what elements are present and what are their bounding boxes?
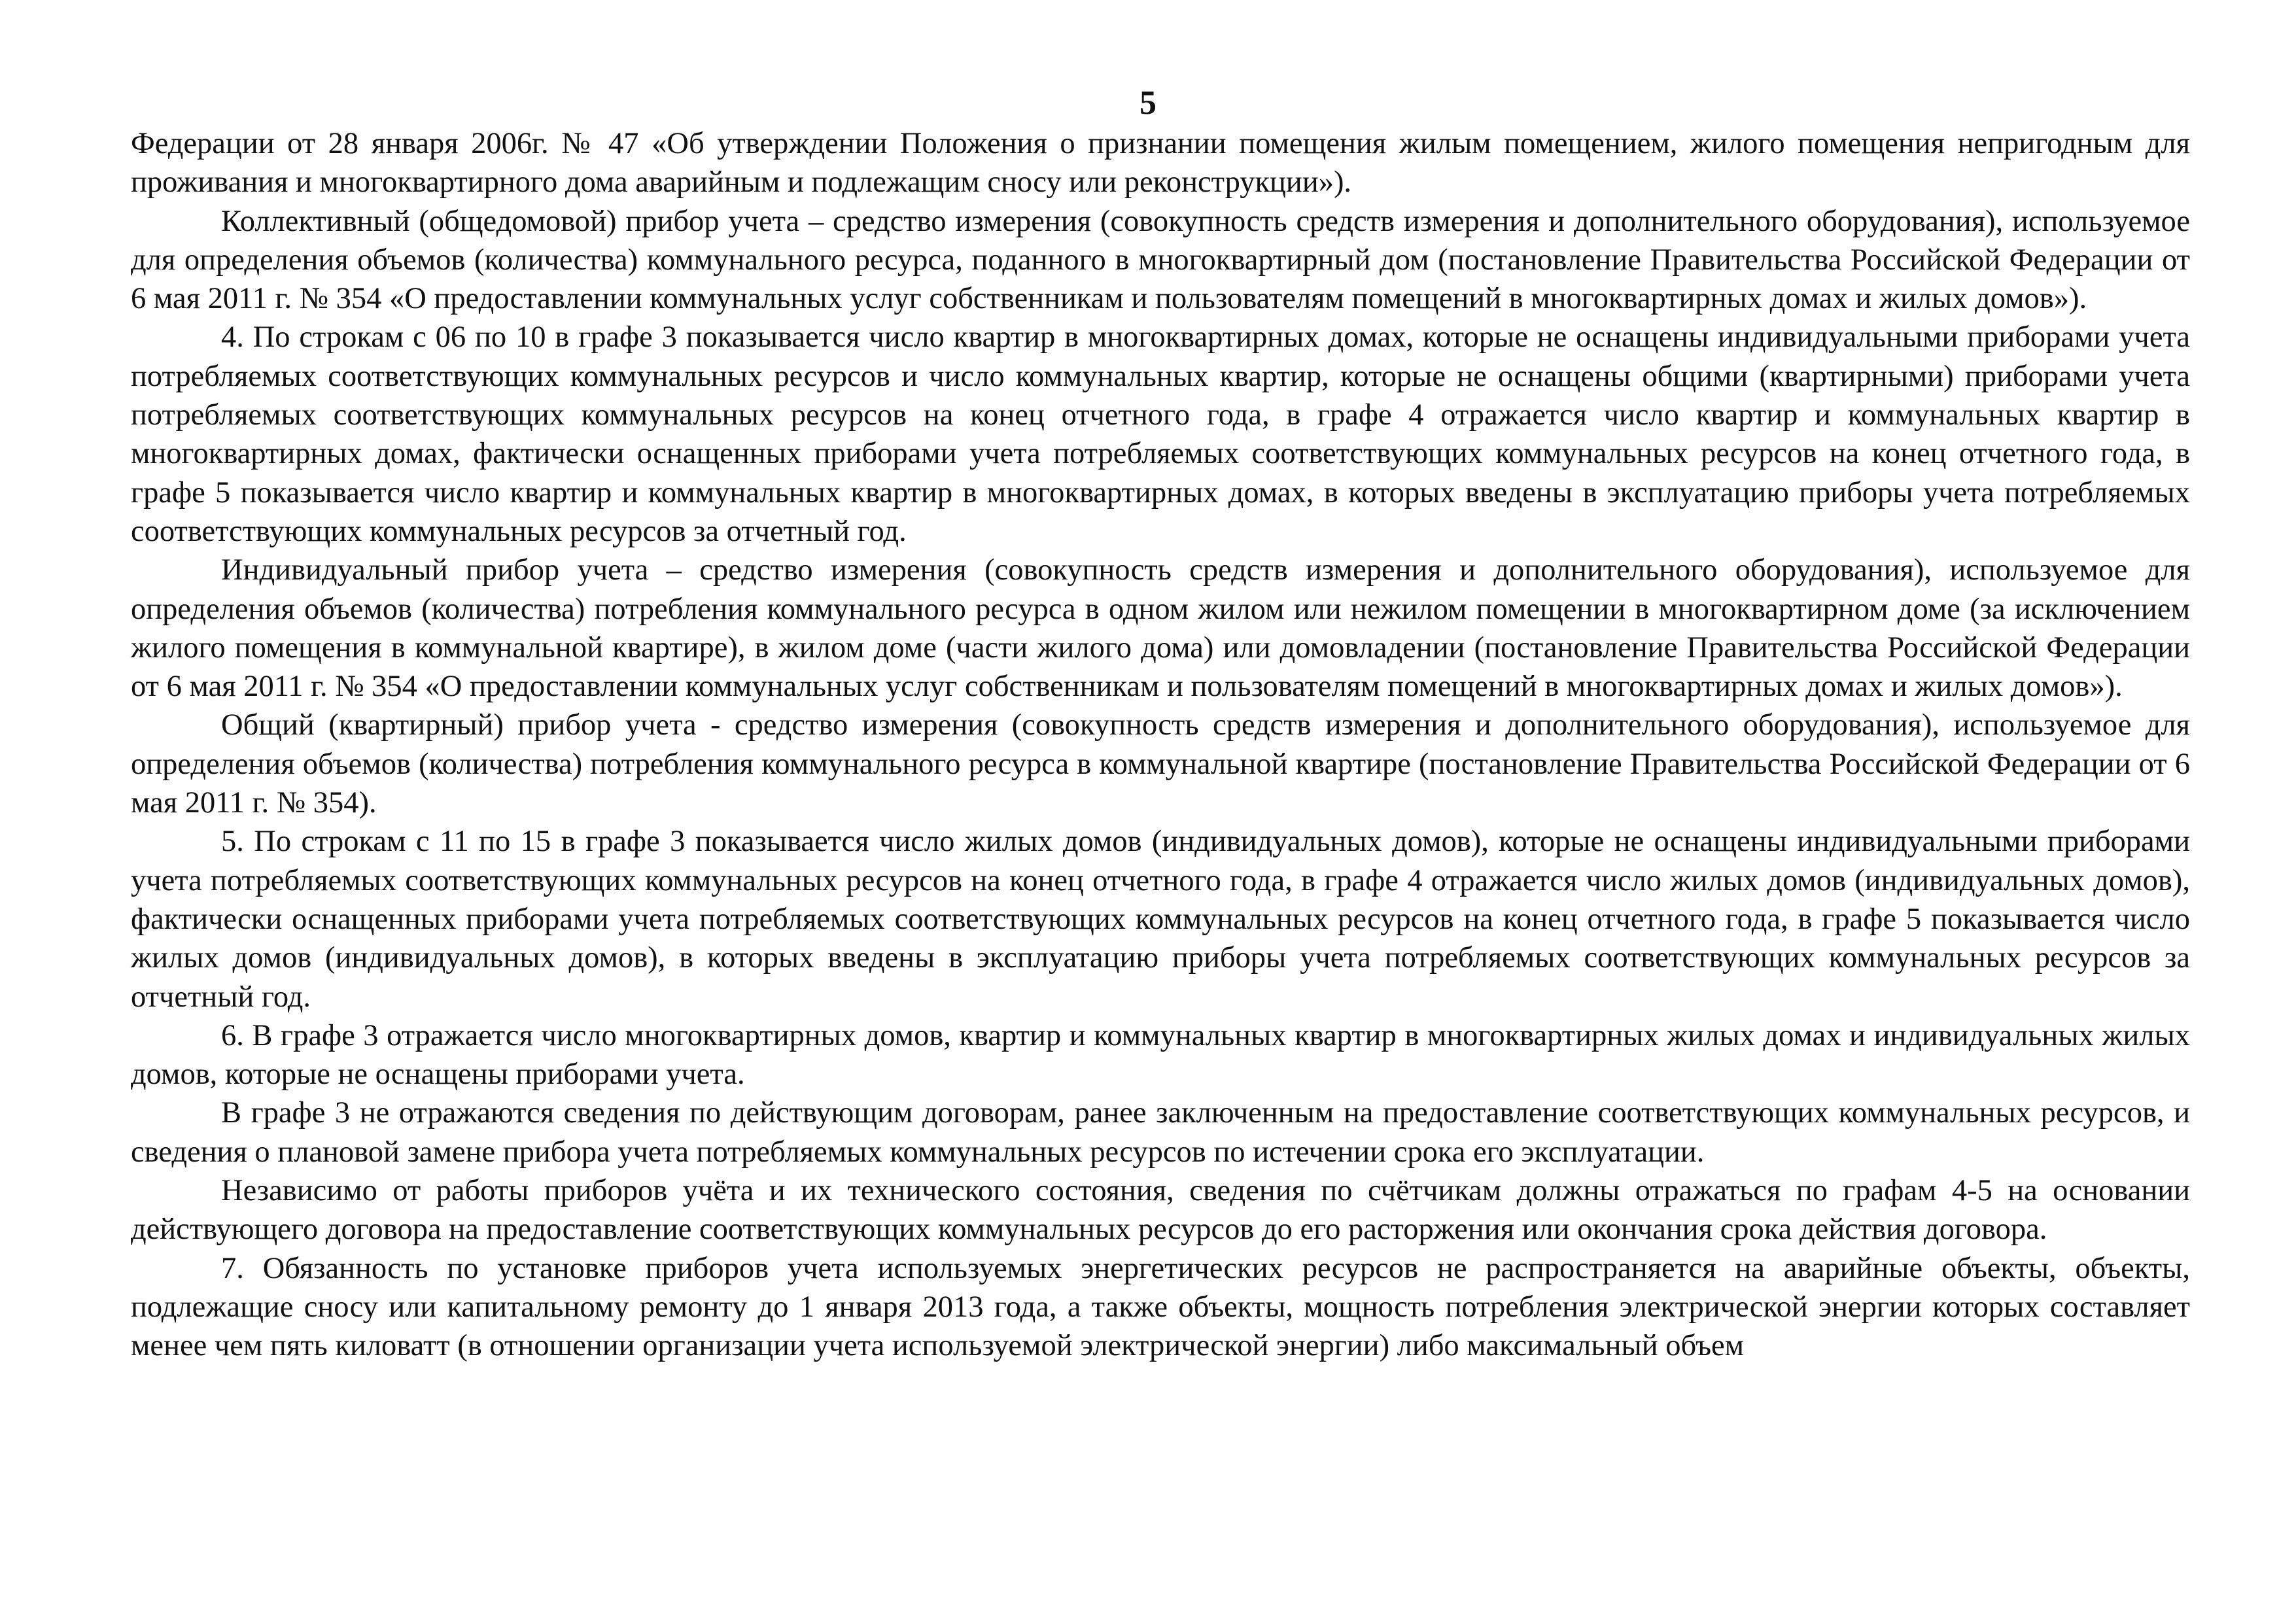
paragraph-continuation: Федерации от 28 января 2006г. № 47 «Об утверждении Положения о признании помещения жилым помещением, жилого помещения непригодным для проживания и многоквартирного дома аварийным и подлежащим сносу или реконструкции»). <box>131 127 2190 199</box>
paragraph-shared-meter-definition: Общий (квартирный) прибор учета - средство измерения (совокупность средств измерения и дополнительного оборудования), используемое для определения объемов (количества) потребления коммунального ресурса в коммунальной квартире (постановление Правительства Российской Федерации от 6 мая 2011 г. № 354). <box>131 708 2190 820</box>
paragraph-item-7: 7. Обязанность по установке приборов учета используемых энергетических ресурсов не распространяется на аварийные объекты, объекты, подлежащие сносу или капитальному ремонту до 1 января 2013 года, а также объекты, мощность потребления электрической энергии которых составляет менее чем пять киловатт (в отношении организации учета используемой электрической энергии) либо максимальный объем <box>131 1251 2190 1363</box>
page-number: 5 <box>1139 84 1157 122</box>
paragraph-item-6: 6. В графе 3 отражается число многоквартирных домов, квартир и коммунальных квартир в многоквартирных жилых домах и индивидуальных жилых домов, которые не оснащены приборами учета. <box>131 1018 2190 1092</box>
paragraph-column-3-note: В графе 3 не отражаются сведения по действующим договорам, ранее заключенным на предоставление соответствующих коммунальных ресурсов, и сведения о плановой замене прибора учета потребляемых коммунальных ресурсов по истечении срока его эксплуатации. <box>131 1096 2190 1169</box>
document-body <box>131 124 2190 1366</box>
paragraph-meter-reporting-note: Независимо от работы приборов учёта и их технического состояния, сведения по счётчикам должны отражаться по графам 4-5 на основании действующего договора на предоставление соответствующих коммунальных ресурсов до его расторжения или окончания срока действия договора. <box>131 1174 2190 1247</box>
paragraph-item-5: 5. По строкам с 11 по 15 в графе 3 показывается число жилых домов (индивидуальных домов), которые не оснащены индивидуальными приборами учета потребляемых соответствующих коммунальных ресурсов на конец отчетного года, в графе 4 отражается число жилых домов (индивидуальных домов), фактически оснащенных приборами учета потребляемых соответствующих коммунальных ресурсов на конец отчетного года, в графе 5 показывается число жилых домов (индивидуальных домов), в которых введены в эксплуатацию приборы учета потребляемых соответствующих коммунальных ресурсов за отчетный год. <box>131 825 2190 1014</box>
paragraph-collective-meter-definition: Коллективный (общедомовой) прибор учета – средство измерения (совокупность средств измерения и дополнительного оборудования), используемое для определения объемов (количества) коммунального ресурса, поданного в многоквартирный дом (постановление Правительства Российской Федерации от 6 мая 2011 г. № 354 «О предоставлении коммунальных услуг собственникам и пользователям помещений в многоквартирных домах и жилых домов»). <box>131 204 2190 316</box>
paragraph-item-4: 4. По строкам с 06 по 10 в графе 3 показывается число квартир в многоквартирных домах, которые не оснащены индивидуальными приборами учета потребляемых соответствующих коммунальных ресурсов и число коммунальных квартир, которые не оснащены общими (квартирными) приборами учета потребляемых соответствующих коммунальных ресурсов на конец отчетного года, в графе 4 отражается число квартир и коммунальных квартир в многоквартирных домах, фактически оснащенных приборами учета потребляемых соответствующих коммунальных ресурсов на конец отчетного года, в графе 5 показывается число квартир и коммунальных квартир в многоквартирных домах, в которых введены в эксплуатацию приборы учета потребляемых соответствующих коммунальных ресурсов за отчетный год. <box>131 320 2190 548</box>
paragraph-individual-meter-definition: Индивидуальный прибор учета – средство измерения (совокупность средств измерения и дополнительного оборудования), используемое для определения объемов (количества) потребления коммунального ресурса в одном жилом или нежилом помещении в многоквартирном доме (за исключением жилого помещения в коммунальной квартире), в жилом доме (части жилого дома) или домовладении (постановление Правительства Российской Федерации от 6 мая 2011 г. № 354 «О предоставлении коммунальных услуг собственникам и пользователям помещений в многоквартирных домах и жилых домов»). <box>131 553 2190 704</box>
